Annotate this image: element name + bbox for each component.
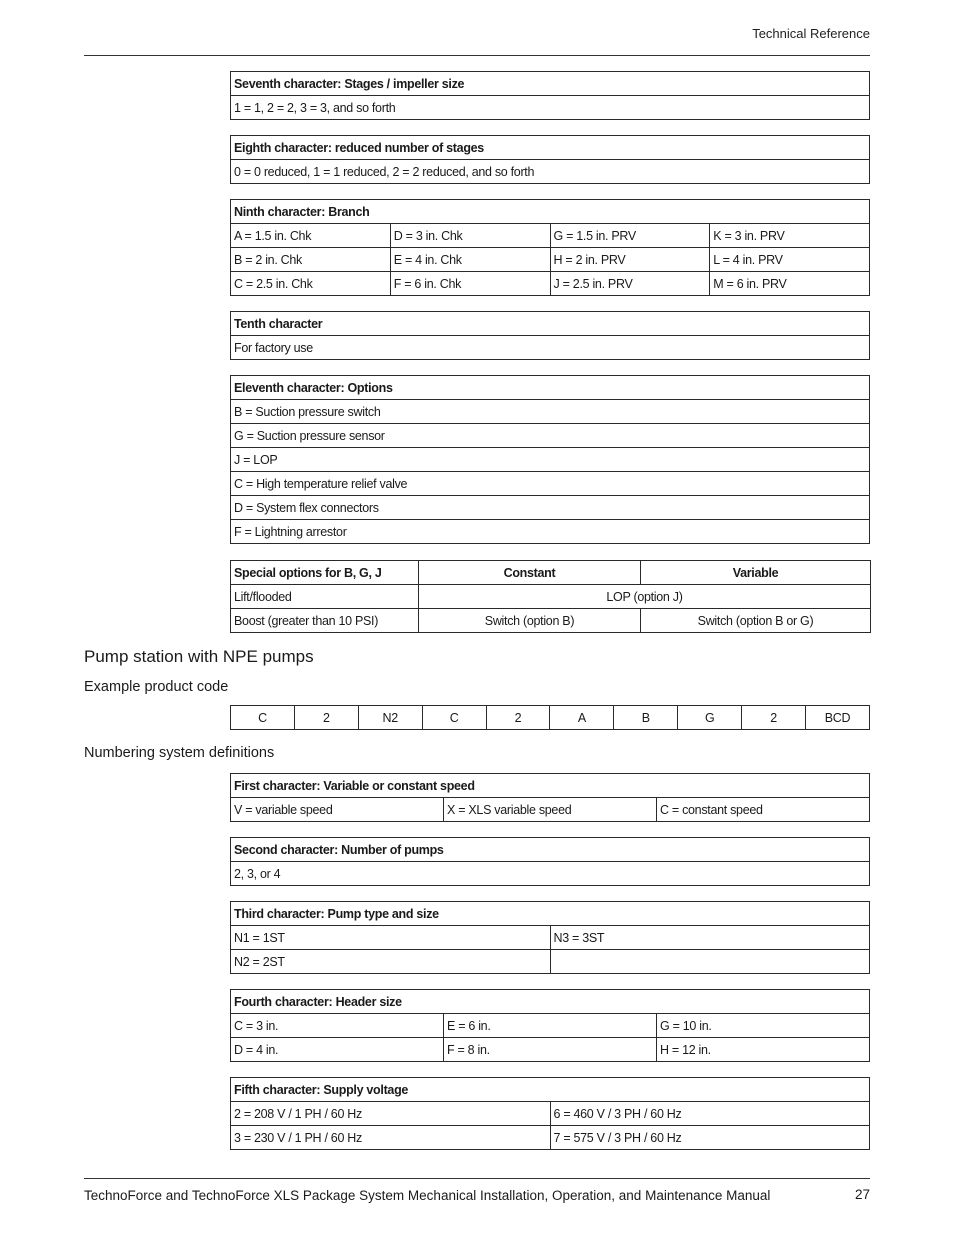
table-second-character [230, 837, 870, 886]
table-cell: D = 4 in. [231, 1038, 444, 1062]
table-ninth-character [230, 199, 870, 296]
table-fourth-character [230, 989, 870, 1062]
header-divider [84, 55, 870, 56]
table-seventh-character [230, 71, 870, 120]
table-cell: 7 = 575 V / 3 PH / 60 Hz [550, 1126, 870, 1150]
table-cell: X = XLS variable speed [444, 798, 657, 822]
table-cell: F = 6 in. Chk [390, 272, 550, 296]
table-cell: Lift/flooded [231, 585, 419, 609]
table-cell: N3 = 3ST [550, 926, 870, 950]
table-fifth-character [230, 1077, 870, 1150]
table-third-character [230, 901, 870, 974]
table-row [231, 1102, 870, 1126]
table-row [231, 272, 870, 296]
table-cell: E = 6 in. [444, 1014, 657, 1038]
code-cell: BCD [806, 706, 870, 730]
code-cell: 2 [486, 706, 550, 730]
table-example-code [230, 705, 870, 730]
table-cell: C = High temperature relief valve [231, 472, 870, 496]
table-eighth-character [230, 135, 870, 184]
table-cell: F = Lightning arrestor [231, 520, 870, 544]
table-cell: F = 8 in. [444, 1038, 657, 1062]
code-cell: B [614, 706, 678, 730]
table-title: Fifth character: Supply voltage [231, 1078, 870, 1102]
table-cell: 2 = 208 V / 1 PH / 60 Hz [231, 1102, 551, 1126]
table-row [231, 609, 871, 633]
table-cell: K = 3 in. PRV [710, 224, 870, 248]
code-cell: N2 [358, 706, 422, 730]
table-cell: J = LOP [231, 448, 870, 472]
table-cell: E = 4 in. Chk [390, 248, 550, 272]
table-row [231, 224, 870, 248]
table-row [231, 950, 870, 974]
table-cell: B = 2 in. Chk [231, 248, 391, 272]
table-title: Eighth character: reduced number of stages [231, 136, 870, 160]
table-cell: 2, 3, or 4 [231, 862, 870, 886]
table-cell: V = variable speed [231, 798, 444, 822]
table-first-character [230, 773, 870, 822]
table-cell [550, 950, 870, 974]
table-cell: H = 2 in. PRV [550, 248, 710, 272]
table-cell: Boost (greater than 10 PSI) [231, 609, 419, 633]
table-cell: D = 3 in. Chk [390, 224, 550, 248]
code-cell: A [550, 706, 614, 730]
table-row [231, 706, 870, 730]
table-row [231, 248, 870, 272]
code-cell: C [231, 706, 295, 730]
table-special-options [230, 560, 871, 633]
table-title: First character: Variable or constant speed [231, 774, 870, 798]
table-title: Third character: Pump type and size [231, 902, 870, 926]
code-cell: G [678, 706, 742, 730]
code-cell: 2 [294, 706, 358, 730]
table-cell: M = 6 in. PRV [710, 272, 870, 296]
table-title: Ninth character: Branch [231, 200, 870, 224]
table-eleventh-character [230, 375, 870, 544]
code-cell: 2 [742, 706, 806, 730]
table-row [231, 1126, 870, 1150]
table-row [231, 926, 870, 950]
table-cell: H = 12 in. [657, 1038, 870, 1062]
table-cell: C = 2.5 in. Chk [231, 272, 391, 296]
table-cell: G = 10 in. [657, 1014, 870, 1038]
table-cell: G = Suction pressure sensor [231, 424, 870, 448]
subheading-example-code: Example product code [84, 679, 229, 695]
table-title: Second character: Number of pumps [231, 838, 870, 862]
table-cell: N2 = 2ST [231, 950, 551, 974]
table-cell: L = 4 in. PRV [710, 248, 870, 272]
table-header: Variable [641, 561, 871, 585]
table-row [231, 1038, 870, 1062]
table-title: Eleventh character: Options [231, 376, 870, 400]
table-cell: N1 = 1ST [231, 926, 551, 950]
table-row [231, 798, 870, 822]
footer-divider [84, 1178, 870, 1179]
table-cell: 3 = 230 V / 1 PH / 60 Hz [231, 1126, 551, 1150]
running-header: Technical Reference [752, 26, 870, 41]
table-title: Seventh character: Stages / impeller size [231, 72, 870, 96]
table-header: Special options for B, G, J [231, 561, 419, 585]
table-cell: For factory use [231, 336, 870, 360]
table-cell: G = 1.5 in. PRV [550, 224, 710, 248]
footer-manual-title: TechnoForce and TechnoForce XLS Package System Mechanical Installation, Operation, and Maintenance Manual [84, 1188, 771, 1203]
table-cell: D = System flex connectors [231, 496, 870, 520]
table-cell: Switch (option B or G) [641, 609, 871, 633]
table-cell: LOP (option J) [419, 585, 871, 609]
subheading-numbering: Numbering system definitions [84, 745, 275, 761]
table-cell: B = Suction pressure switch [231, 400, 870, 424]
table-cell: C = constant speed [657, 798, 870, 822]
table-row [231, 1014, 870, 1038]
section-heading-npe: Pump station with NPE pumps [84, 647, 314, 666]
table-cell: C = 3 in. [231, 1014, 444, 1038]
table-cell: 1 = 1, 2 = 2, 3 = 3, and so forth [231, 96, 870, 120]
table-cell: 6 = 460 V / 3 PH / 60 Hz [550, 1102, 870, 1126]
page-number: 27 [854, 1187, 870, 1202]
table-cell: Switch (option B) [419, 609, 641, 633]
table-cell: A = 1.5 in. Chk [231, 224, 391, 248]
table-row [231, 585, 871, 609]
code-cell: C [422, 706, 486, 730]
table-tenth-character [230, 311, 870, 360]
table-cell: J = 2.5 in. PRV [550, 272, 710, 296]
table-title: Fourth character: Header size [231, 990, 870, 1014]
table-header: Constant [419, 561, 641, 585]
table-cell: 0 = 0 reduced, 1 = 1 reduced, 2 = 2 reduced, and so forth [231, 160, 870, 184]
table-title: Tenth character [231, 312, 870, 336]
